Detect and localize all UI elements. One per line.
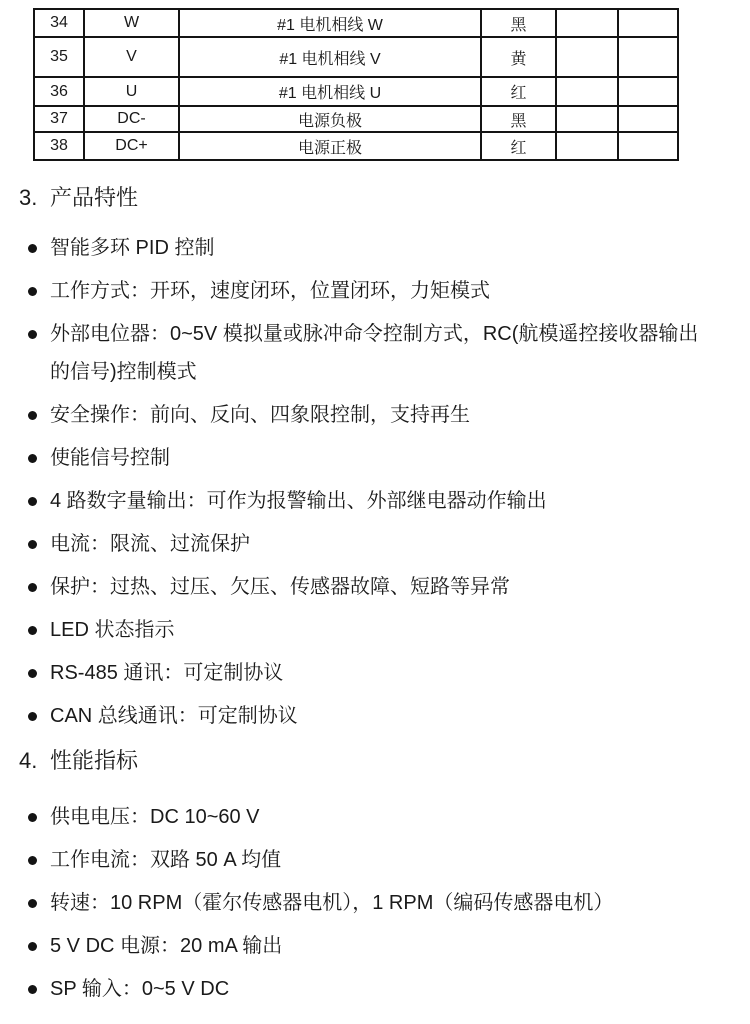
pin-number-cell: 38: [34, 132, 84, 160]
bullet-text: 4 路数字量输出：可作为报警输出、外部继电器动作输出: [50, 490, 547, 512]
bullet-item: [0, 927, 750, 965]
empty-cell: [618, 37, 678, 77]
bullet-item: [0, 315, 750, 391]
bullet-icon: [28, 454, 37, 463]
bullet-icon: [28, 583, 37, 592]
bullet-text: 转速：10 RPM（霍尔传感器电机），1 RPM（编码传感器电机）: [50, 892, 614, 914]
bullet-icon: [28, 330, 37, 339]
bullet-icon: [28, 899, 37, 908]
bullet-text: RS-485 通讯：可定制协议: [50, 662, 284, 684]
empty-cell: [618, 132, 678, 160]
bullet-item: [0, 396, 750, 434]
bullet-icon: [28, 856, 37, 865]
bullet-icon: [28, 669, 37, 678]
table-row: [34, 132, 678, 160]
signal-cell: W: [84, 9, 179, 37]
bullet-text: 供电电压：DC 10~60 V: [50, 806, 260, 828]
bullet-text: 外部电位器：0~5V 模拟量或脉冲命令控制方式，RC(航模遥控接收器输出的信号)控制模式: [50, 323, 699, 383]
bullet-icon: [28, 712, 37, 721]
signal-cell: DC+: [84, 132, 179, 160]
description-cell: #1 电机相线 V: [179, 37, 481, 77]
bullet-item: [0, 272, 750, 310]
empty-cell: [618, 106, 678, 132]
bullet-text: 智能多环 PID 控制: [50, 237, 215, 259]
wiring-table: [33, 8, 679, 161]
pin-number-cell: 35: [34, 37, 84, 77]
section-heading-product-features: [0, 183, 750, 213]
signal-cell: DC-: [84, 106, 179, 132]
bullet-text: 工作方式：开环，速度闭环，位置闭环，力矩模式: [50, 280, 490, 302]
bullet-item: [0, 884, 750, 922]
empty-cell: [556, 37, 618, 77]
wire-color-cell: 黑: [481, 106, 556, 132]
table-row: [34, 37, 678, 77]
empty-cell: [556, 77, 618, 106]
bullet-item: [0, 439, 750, 477]
description-cell: #1 电机相线 W: [179, 9, 481, 37]
bullet-icon: [28, 497, 37, 506]
bullet-text: 工作电流：双路 50 A 均值: [50, 849, 282, 871]
description-cell: 电源正极: [179, 132, 481, 160]
description-cell: 电源负极: [179, 106, 481, 132]
empty-cell: [556, 106, 618, 132]
bullet-icon: [28, 813, 37, 822]
pin-number-cell: 34: [34, 9, 84, 37]
bullet-item: [0, 229, 750, 267]
bullet-text: 保护：过热、过压、欠压、传感器故障、短路等异常: [50, 576, 510, 598]
section-title: 产品特性: [50, 185, 139, 210]
bullet-icon: [28, 287, 37, 296]
bullet-text: SP 输入：0~5 V DC: [50, 978, 230, 1000]
bullet-icon: [28, 985, 37, 994]
signal-cell: V: [84, 37, 179, 77]
bullet-icon: [28, 626, 37, 635]
bullet-icon: [28, 411, 37, 420]
bullet-icon: [28, 540, 37, 549]
bullet-item: [0, 841, 750, 879]
bullet-item: [0, 525, 750, 563]
bullet-text: 安全操作：前向、反向、四象限控制，支持再生: [50, 404, 470, 426]
table-row: [34, 9, 678, 37]
bullet-item: [0, 697, 750, 735]
wire-color-cell: 黑: [481, 9, 556, 37]
section-title: 性能指标: [50, 748, 139, 773]
section-number: 3.: [19, 185, 38, 210]
empty-cell: [618, 77, 678, 106]
section-heading-performance-specs: [0, 746, 750, 776]
section-number: 4.: [19, 748, 38, 773]
empty-cell: [618, 9, 678, 37]
wire-color-cell: 黄: [481, 37, 556, 77]
bullet-item: [0, 798, 750, 836]
pin-number-cell: 36: [34, 77, 84, 106]
bullet-icon: [28, 942, 37, 951]
wire-color-cell: 红: [481, 77, 556, 106]
bullet-text: 5 V DC 电源：20 mA 输出: [50, 935, 283, 957]
bullet-item: [0, 654, 750, 692]
signal-cell: U: [84, 77, 179, 106]
bullet-text: 使能信号控制: [50, 447, 170, 469]
bullet-item: [0, 568, 750, 606]
wire-color-cell: 红: [481, 132, 556, 160]
bullet-text: 电流：限流、过流保护: [50, 533, 250, 555]
bullet-text: LED 状态指示: [50, 619, 175, 641]
empty-cell: [556, 132, 618, 160]
table-row: [34, 77, 678, 106]
document-body: [0, 183, 750, 1013]
bullet-item: [0, 611, 750, 649]
empty-cell: [556, 9, 618, 37]
pin-number-cell: 37: [34, 106, 84, 132]
bullet-item: [0, 482, 750, 520]
table-row: [34, 106, 678, 132]
bullet-icon: [28, 244, 37, 253]
bullet-item: [0, 970, 750, 1008]
description-cell: #1 电机相线 U: [179, 77, 481, 106]
bullet-text: CAN 总线通讯：可定制协议: [50, 705, 298, 727]
